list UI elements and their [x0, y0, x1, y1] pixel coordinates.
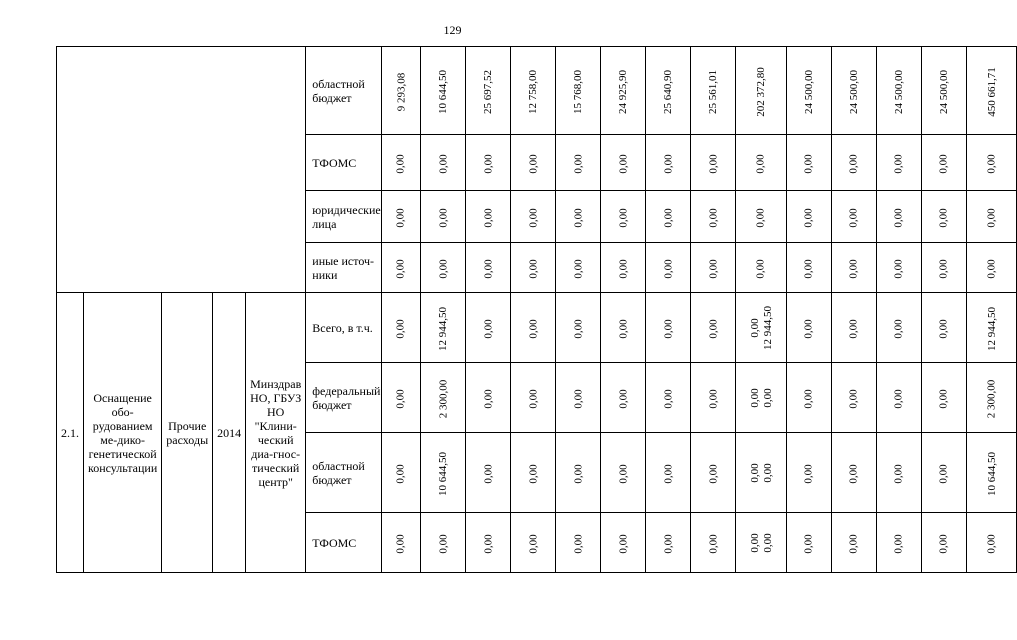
value-cell [691, 433, 736, 513]
value-cell [876, 433, 921, 513]
value-text: 0,00 [755, 258, 767, 279]
value-text: 0,00 [762, 462, 774, 483]
value-cell [876, 135, 921, 191]
value-cell [556, 47, 601, 135]
empty-merged-cell [57, 47, 306, 293]
value-cell [421, 293, 466, 363]
value-cell [921, 363, 966, 433]
value-text: 0,00 [847, 318, 860, 339]
value-text: 0,00 [572, 318, 585, 339]
value-cell [966, 433, 1017, 513]
value-cell [556, 513, 601, 573]
value-text: 15 768,00 [572, 69, 585, 114]
value-text: 0,00 [937, 258, 950, 279]
value-cell [966, 293, 1017, 363]
value-text: 0,00 [572, 153, 585, 174]
value-cell [966, 47, 1017, 135]
value-text: 10 644,50 [437, 451, 450, 496]
value-text: 0,00 [395, 153, 407, 174]
value-cell [966, 363, 1017, 433]
value-text: 0,00 [437, 533, 450, 554]
value-cell [421, 433, 466, 513]
value-cell [421, 243, 466, 293]
value-text: 0,00 [482, 388, 495, 409]
value-cell [786, 293, 831, 363]
value-text: 24 500,00 [847, 69, 860, 114]
value-text: 0,00 [572, 533, 585, 554]
source-label: ТФОМС [306, 513, 381, 573]
value-cell [601, 47, 646, 135]
value-cell [466, 243, 511, 293]
value-text: 0,00 [617, 207, 630, 228]
value-cell [601, 363, 646, 433]
value-text: 0,00 [802, 153, 815, 174]
value-cell [466, 513, 511, 573]
value-cell [831, 47, 876, 135]
item-number: 2.1. [57, 293, 84, 573]
value-text: 0,00 [617, 388, 630, 409]
value-cell [966, 243, 1017, 293]
value-cell [786, 47, 831, 135]
value-cell [556, 243, 601, 293]
value-text: 0,00 [395, 207, 407, 228]
value-cell [786, 433, 831, 513]
value-text: 24 500,00 [937, 69, 950, 114]
value-cell [511, 135, 556, 191]
value-cell [736, 513, 787, 573]
value-text: 0,00 [482, 258, 495, 279]
value-text: 2 300,00 [985, 379, 998, 418]
value-cell [921, 243, 966, 293]
value-cell [381, 363, 421, 433]
value-cell [421, 513, 466, 573]
value-cell [381, 243, 421, 293]
source-label: областной бюджет [306, 433, 381, 513]
value-cell [556, 293, 601, 363]
value-cell [876, 191, 921, 243]
source-label: юридические лица [306, 191, 381, 243]
value-text: 0,00 [395, 318, 407, 339]
value-text: 0,00 [662, 153, 675, 174]
value-cell [691, 135, 736, 191]
value-cell [736, 47, 787, 135]
value-cell [921, 513, 966, 573]
value-cell [421, 135, 466, 191]
value-cell [876, 243, 921, 293]
value-text: 0,00 [527, 388, 540, 409]
value-cell [381, 293, 421, 363]
value-text: 0,00 [892, 388, 905, 409]
value-cell [966, 513, 1017, 573]
value-text: 0,00 [847, 388, 860, 409]
value-cell [601, 243, 646, 293]
value-cell [381, 47, 421, 135]
value-cell [556, 191, 601, 243]
value-cell [556, 433, 601, 513]
value-cell [831, 433, 876, 513]
source-label: федеральный бюджет [306, 363, 381, 433]
value-cell [601, 135, 646, 191]
value-cell [831, 363, 876, 433]
value-text: 0,00 [802, 533, 815, 554]
value-text: 12 944,50 [985, 306, 998, 351]
value-text: 0,00 [482, 153, 495, 174]
value-text: 0,00 [847, 207, 860, 228]
value-text: 0,00 [617, 318, 630, 339]
value-cell [831, 135, 876, 191]
value-cell [691, 363, 736, 433]
value-text: 0,00 [985, 207, 998, 228]
value-text: 0,00 [527, 463, 540, 484]
value-text: 0,00 [527, 207, 540, 228]
value-text: 0,00 [482, 463, 495, 484]
value-cell [831, 293, 876, 363]
value-text: 0,00 [707, 463, 720, 484]
value-text: 0,00 [527, 153, 540, 174]
value-cell [786, 363, 831, 433]
value-cell [466, 191, 511, 243]
value-cell [876, 513, 921, 573]
value-cell [921, 433, 966, 513]
value-cell [736, 191, 787, 243]
value-cell [831, 191, 876, 243]
value-cell [511, 363, 556, 433]
table-row [57, 47, 1017, 135]
value-cell [646, 243, 691, 293]
value-text: 0,00 [892, 463, 905, 484]
value-cell [786, 135, 831, 191]
value-cell [831, 243, 876, 293]
value-text: 0,00 [617, 463, 630, 484]
value-text: 0,00 [985, 533, 998, 554]
value-cell [421, 191, 466, 243]
value-text: 25 561,01 [707, 69, 720, 114]
value-text: 0,00 [847, 463, 860, 484]
value-text: 0,00 [437, 153, 450, 174]
value-text: 12 944,50 [437, 306, 450, 351]
value-text: 0,00 [395, 258, 407, 279]
value-text: 0,00 [937, 207, 950, 228]
value-cell [466, 47, 511, 135]
value-cell [786, 243, 831, 293]
value-cell [646, 363, 691, 433]
source-label: ТФОМС [306, 135, 381, 191]
value-text: 0,00 [395, 388, 407, 409]
value-text: 0,00 [572, 207, 585, 228]
value-text: 0,00 [755, 207, 767, 228]
value-text: 0,00 [527, 258, 540, 279]
value-text: 0,00 [707, 153, 720, 174]
value-text: 0,00 [572, 463, 585, 484]
value-cell [466, 363, 511, 433]
value-cell [556, 135, 601, 191]
value-text: 0,00 [662, 207, 675, 228]
value-cell [601, 191, 646, 243]
value-text: 10 644,50 [437, 69, 450, 114]
value-cell [736, 433, 787, 513]
value-text: 0,00 [847, 153, 860, 174]
value-text: 0,00 [755, 153, 767, 174]
value-text: 0,00 [707, 207, 720, 228]
value-text: 0,00 [482, 207, 495, 228]
value-cell [511, 433, 556, 513]
value-text: 0,00 [802, 463, 815, 484]
value-text: 0,00 [985, 258, 998, 279]
value-text: 0,00 [707, 533, 720, 554]
page-number: 129 [443, 23, 462, 37]
value-cell [921, 191, 966, 243]
value-text: 12 944,50 [762, 305, 774, 350]
value-text: 24 500,00 [802, 69, 815, 114]
value-cell [511, 293, 556, 363]
value-cell [511, 47, 556, 135]
source-label: иные источ-ники [306, 243, 381, 293]
value-text: 0,00 [749, 532, 761, 553]
value-text: 0,00 [437, 258, 450, 279]
value-cell [421, 363, 466, 433]
value-text: 0,00 [802, 207, 815, 228]
value-text: 9 293,08 [395, 72, 407, 111]
value-text: 0,00 [892, 533, 905, 554]
value-text: 0,00 [395, 463, 407, 484]
value-cell [646, 135, 691, 191]
value-cell [381, 191, 421, 243]
value-cell [646, 513, 691, 573]
value-cell [736, 363, 787, 433]
value-text: 0,00 [707, 388, 720, 409]
value-text: 0,00 [937, 153, 950, 174]
value-cell [556, 363, 601, 433]
item-name: Оснащение обо-рудованием ме-дико-генетической консультации [84, 293, 162, 573]
source-label: Всего, в т.ч. [306, 293, 381, 363]
value-cell [966, 135, 1017, 191]
value-text: 0,00 [662, 388, 675, 409]
value-text: 0,00 [482, 533, 495, 554]
value-cell [691, 191, 736, 243]
value-text: 0,00 [802, 388, 815, 409]
table-body [57, 47, 1017, 573]
value-cell [691, 243, 736, 293]
value-text: 0,00 [892, 318, 905, 339]
value-cell [691, 513, 736, 573]
value-text: 0,00 [707, 318, 720, 339]
value-cell [876, 363, 921, 433]
value-text: 0,00 [892, 153, 905, 174]
value-cell [511, 191, 556, 243]
expense-type: Прочие расходы [162, 293, 213, 573]
value-text: 25 640,90 [662, 69, 675, 114]
value-cell [921, 47, 966, 135]
value-text: 0,00 [749, 462, 761, 483]
value-text: 0,00 [749, 387, 761, 408]
value-text: 0,00 [892, 258, 905, 279]
value-text: 0,00 [662, 258, 675, 279]
value-text: 0,00 [395, 533, 407, 554]
value-cell [601, 293, 646, 363]
value-cell [511, 243, 556, 293]
value-text: 0,00 [662, 533, 675, 554]
value-text: 24 925,90 [617, 69, 630, 114]
value-cell [646, 293, 691, 363]
value-text: 10 644,50 [985, 451, 998, 496]
value-text: 0,00 [437, 207, 450, 228]
value-cell [921, 135, 966, 191]
executor: Минздрав НО, ГБУЗ НО "Клини-ческий диа-гнос-тический центр" [246, 293, 306, 573]
value-cell [921, 293, 966, 363]
value-text: 0,00 [617, 533, 630, 554]
value-text: 2 300,00 [437, 379, 450, 418]
source-label: областной бюджет [306, 47, 381, 135]
value-cell [691, 293, 736, 363]
value-text: 202 372,80 [755, 66, 767, 117]
value-text: 0,00 [762, 532, 774, 553]
value-cell [736, 293, 787, 363]
value-text: 0,00 [749, 317, 761, 338]
value-cell [876, 293, 921, 363]
value-cell [786, 191, 831, 243]
value-cell [736, 243, 787, 293]
value-text: 0,00 [802, 258, 815, 279]
value-text: 0,00 [847, 258, 860, 279]
value-text: 0,00 [892, 207, 905, 228]
value-cell [381, 135, 421, 191]
value-text: 0,00 [937, 463, 950, 484]
value-text: 0,00 [985, 153, 998, 174]
value-cell [381, 433, 421, 513]
value-text: 0,00 [707, 258, 720, 279]
value-text: 0,00 [617, 153, 630, 174]
value-cell [466, 433, 511, 513]
value-text: 0,00 [937, 533, 950, 554]
value-cell [601, 513, 646, 573]
value-cell [511, 513, 556, 573]
value-cell [786, 513, 831, 573]
value-text: 0,00 [527, 533, 540, 554]
value-text: 24 500,00 [892, 69, 905, 114]
value-cell [831, 513, 876, 573]
value-text: 25 697,52 [482, 69, 495, 114]
value-text: 0,00 [527, 318, 540, 339]
value-text: 0,00 [802, 318, 815, 339]
value-text: 0,00 [937, 388, 950, 409]
value-cell [646, 191, 691, 243]
value-cell [966, 191, 1017, 243]
value-cell [646, 433, 691, 513]
value-text: 0,00 [617, 258, 630, 279]
value-text: 0,00 [572, 258, 585, 279]
value-text: 12 758,00 [527, 69, 540, 114]
value-cell [691, 47, 736, 135]
table-row [57, 293, 1017, 363]
value-text: 450 661,71 [985, 66, 998, 117]
value-text: 0,00 [847, 533, 860, 554]
value-cell [421, 47, 466, 135]
value-cell [381, 513, 421, 573]
value-cell [601, 433, 646, 513]
value-cell [466, 135, 511, 191]
value-text: 0,00 [662, 318, 675, 339]
value-cell [736, 135, 787, 191]
value-text: 0,00 [937, 318, 950, 339]
value-cell [466, 293, 511, 363]
value-cell [646, 47, 691, 135]
value-text: 0,00 [572, 388, 585, 409]
value-cell [876, 47, 921, 135]
value-text: 0,00 [762, 387, 774, 408]
value-text: 0,00 [482, 318, 495, 339]
year: 2014 [213, 293, 246, 573]
budget-table [56, 46, 1017, 573]
value-text: 0,00 [662, 463, 675, 484]
